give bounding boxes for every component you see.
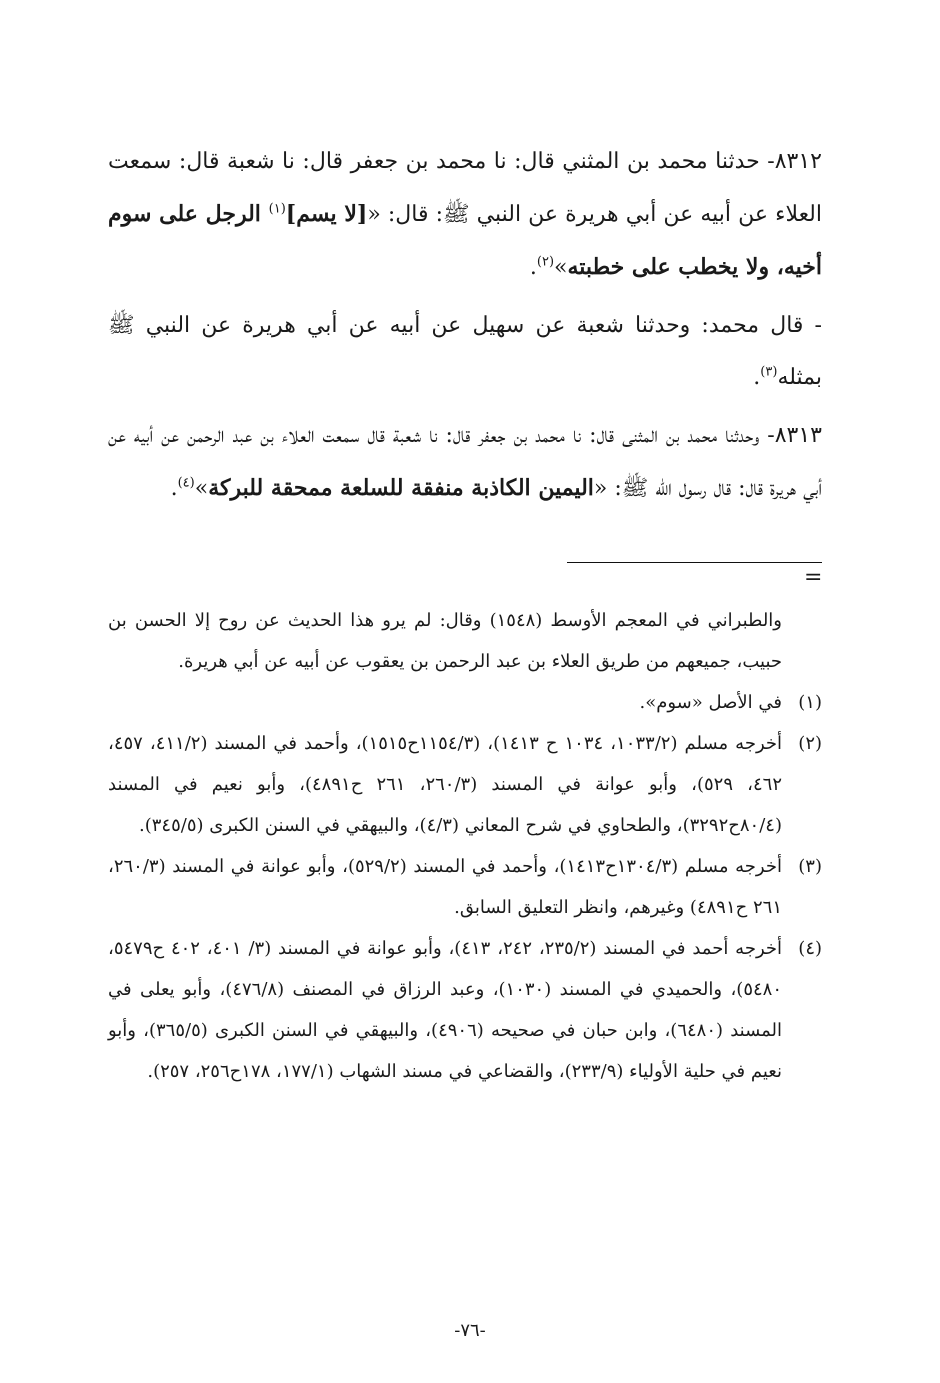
hadith-8313-matn: اليمين الكاذبة منفقة للسلعة ممحقة للبركة: [208, 475, 594, 501]
footnote-number: (١): [798, 692, 822, 713]
hadith-8312-second-chain: [108, 300, 822, 404]
footnote-4: [108, 928, 822, 1092]
footnote-number: (٤): [798, 938, 823, 959]
second-chain-text: - قال محمد: وحدثنا شعبة عن سهيل عن أبيه عن أبي هريرة عن النبي ﷺ بمثله: [108, 313, 822, 390]
footnote-ref-4: (٤): [177, 475, 195, 491]
footnote-text: أخرجه مسلم (١٣٠٤/٣ح١٤١٣)، وأحمد في المسند (٥٢٩/٢)، وأبو عوانة في المسند (٢٦٠/٣، ٢٦١ ح٤٨٩١) وغيرهم، وانظر التعليق السابق.: [108, 856, 782, 918]
hadith-8312: [108, 136, 822, 294]
hadith-8313-end: .: [170, 476, 178, 501]
footnote-continuation-mark: =: [804, 565, 823, 590]
footnote-ref-1: (١): [268, 201, 286, 217]
footnote-number: (٣): [798, 856, 822, 877]
second-chain-end: .: [753, 365, 761, 390]
hadith-8313: [108, 410, 822, 515]
footnote-ref-2: (٢): [536, 254, 555, 270]
hadith-8313-chain: ٨٣١٣- وحدثنا محمد بن المثنى قال: نا محمد بن جعفر قال: نا شعبة قال سمعت العلاء بن عبد الرحمن عن أبيه عن أبي هريرة قال: قال رسول الله ﷺ: «: [108, 423, 822, 501]
page-number: -٧٦-: [454, 1320, 486, 1341]
footnote-separator-line: [567, 562, 822, 563]
footnote-number: (٢): [798, 733, 823, 754]
footnote-text: في الأصل «سوم».: [639, 692, 782, 713]
footnote-continuation: والطبراني في المعجم الأوسط (١٥٤٨) وقال: لم يرو هذا الحديث عن روح إلا الحسن بن حبيب، جميعهم من طريق العلاء بن عبد الرحمن بن يعقوب عن أبيه عن أبي هريرة.: [108, 610, 782, 672]
footnotes: [108, 600, 822, 1092]
footnote-ref-3: (٣): [760, 364, 778, 380]
hadith-8312-bracket: [لا يسم]: [285, 201, 368, 227]
hadith-8313-quote-close: »: [194, 476, 209, 501]
footnote-2: [108, 723, 822, 846]
footnote-3: [108, 846, 822, 928]
hadith-8312-quote-close: »: [554, 255, 568, 280]
hadith-8312-matn: الرجل على سوم أخيه، ولا يخطب على خطبته: [108, 201, 822, 280]
hadith-8312-chain: ٨٣١٢- حدثنا محمد بن المثني قال: نا محمد بن جعفر قال: نا شعبة قال: سمعت العلاء عن أبيه عن أبي هريرة عن النبي ﷺ: قال: «: [108, 149, 823, 227]
footnote-text: أخرجه مسلم (١٠٣٣/٢، ١٠٣٤ ح ١٤١٣)، (١١٥٤/٣ح١٥١٥)، وأحمد في المسند (٤١١/٢، ٤٥٧، ٤٦٢، ٥٢٩)، وأبو عوانة في المسند (٢٦٠/٣، ٢٦١ ح٤٨٩١)، وأبو نعيم في المسند (٨٠/٤ح٣٢٩٢)، والطحاوي في شرح المعاني (٤/٣)، والبيهقي في السنن الكبرى (٣٤٥/٥).: [108, 733, 783, 836]
footnote-1: [108, 682, 822, 723]
main-text: [108, 136, 822, 515]
footnote-text: أخرجه أحمد في المسند (٢٣٥/٢، ٢٤٢، ٤١٣)، وأبو عوانة في المسند (٣/ ٤٠١، ٤٠٢ ح٥٤٧٩، ٥٤٨٠)، والحميدي في المسند (١٠٣٠)، وعبد الرزاق في المصنف (٤٧٦/٨)، وأبو يعلى في المسند (٦٤٨٠)، وابن حبان في صحيحه (٤٩٠٦)، والبيهقي في السنن الكبرى (٣٦٥/٥)، وأبو نعيم في حلية الأولياء (٢٣٣/٩)، والقضاعي في مسند الشهاب (١٧٧/١، ١٧٨ح٢٥٦، ٢٥٧).: [108, 938, 783, 1082]
hadith-8312-end: .: [529, 255, 537, 280]
